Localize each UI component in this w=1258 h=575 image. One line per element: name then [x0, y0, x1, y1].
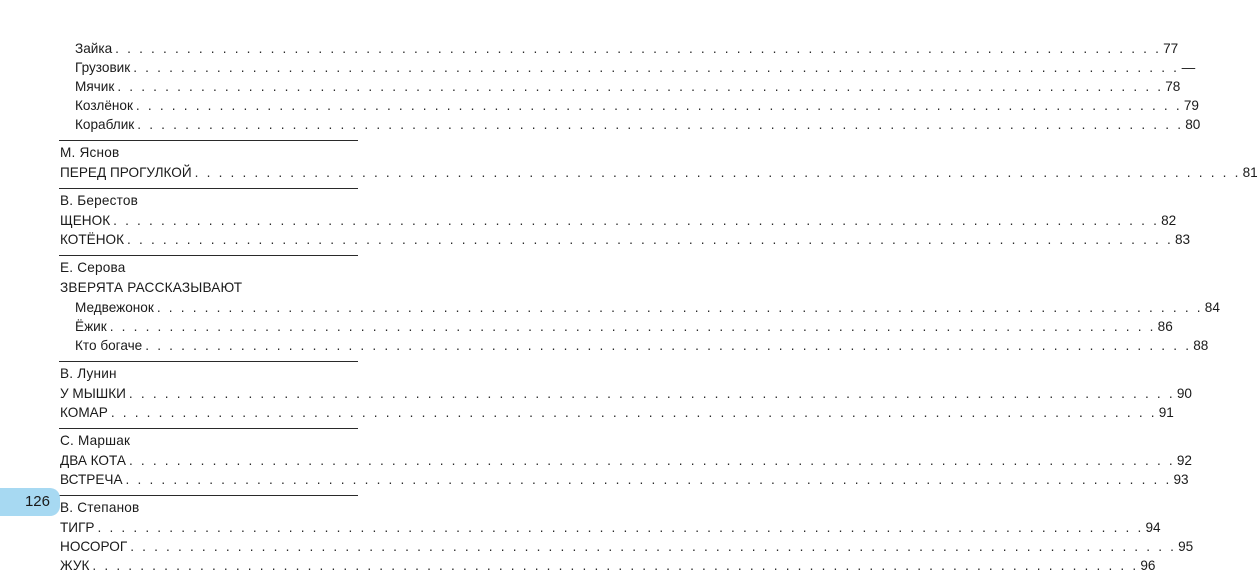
page-number: 126	[24, 493, 50, 510]
page-number-tab	[0, 488, 60, 516]
entry-page: 77	[1163, 41, 1179, 56]
toc-group	[59, 0, 1201, 134]
toc-entry	[59, 317, 1173, 336]
author-name: М. Яснов	[60, 145, 120, 160]
toc-entry	[59, 230, 1191, 249]
dot-leader: . . . . . . . . . . . . . . . . . . . . . . . . . . . . . . . . . . . . . . . . . . . . . . . . . . . . . . . . . . . . . . . . . . . . . . . . . . . . . . . . . . . . . . . .	[97, 520, 1144, 535]
entry-page: 82	[1161, 213, 1177, 228]
toc-group	[59, 140, 1258, 182]
section-heading: ЗВЕРЯТА РАССКАЗЫВАЮТ	[60, 280, 243, 295]
dot-leader: . . . . . . . . . . . . . . . . . . . . . . . . . . . . . . . . . . . . . . . . . . . . . . . . . . . . . . . . . . . . . . . . . . . . . . . . . . . . . . . . . . . . . . . .	[137, 117, 1184, 132]
author-name: В. Степанов	[60, 500, 140, 515]
dot-leader: . . . . . . . . . . . . . . . . . . . . . . . . . . . . . . . . . . . . . . . . . . . . . . . . . . . . . . . . . . . . . . . . . . . . . . . . . . . . . . . . . . . . . . . .	[133, 60, 1180, 75]
dot-leader: . . . . . . . . . . . . . . . . . . . . . . . . . . . . . . . . . . . . . . . . . . . . . . . . . . . . . . . . . . . . . . . . . . . . . . . . . . . . . . . . . . . . . . . .	[92, 558, 1139, 573]
dot-leader: . . . . . . . . . . . . . . . . . . . . . . . . . . . . . . . . . . . . . . . . . . . . . . . . . . . . . . . . . . . . . . . . . . . . . . . . . . . . . . . . . . . . . . . .	[109, 319, 1156, 334]
entry-page: 95	[1178, 539, 1194, 554]
author-name: Е. Серова	[60, 260, 126, 275]
toc-entry	[59, 537, 1194, 556]
table-of-contents	[59, 0, 1258, 575]
dot-leader: . . . . . . . . . . . . . . . . . . . . . . . . . . . . . . . . . . . . . . . . . . . . . . . . . . . . . . . . . . . . . . . . . . . . . . . . . . . . . . . . . . . . . . . .	[115, 41, 1162, 56]
toc-entry	[59, 163, 1258, 182]
toc-group	[59, 428, 1192, 489]
toc-entry	[59, 384, 1192, 403]
dot-leader: . . . . . . . . . . . . . . . . . . . . . . . . . . . . . . . . . . . . . . . . . . . . . . . . . . . . . . . . . . . . . . . . . . . . . . . . . . . . . . . . . . . . . . . .	[127, 232, 1173, 247]
entry-page: 79	[1183, 98, 1199, 113]
dot-leader: . . . . . . . . . . . . . . . . . . . . . . . . . . . . . . . . . . . . . . . . . . . . . . . . . . . . . . . . . . . . . . . . . . . . . . . . . . . . . . . . . . . . . . . .	[117, 79, 1164, 94]
entry-page: 91	[1158, 405, 1174, 420]
entry-page: 80	[1185, 117, 1201, 132]
entry-page: 81	[1242, 165, 1258, 180]
author-name: С. Маршак	[60, 433, 131, 448]
entry-page: 92	[1176, 453, 1192, 468]
entry-page: 90	[1176, 386, 1192, 401]
entry-page: 83	[1174, 232, 1191, 247]
entry-title: КОТЁНОК	[60, 232, 125, 247]
toc-entry	[59, 518, 1161, 537]
entry-title: У МЫШКИ	[60, 386, 126, 401]
entry-page: 96	[1140, 558, 1156, 573]
entry-title: Зайка	[75, 41, 113, 56]
entry-title: Ёжик	[75, 319, 107, 334]
entry-title: КОМАР	[60, 405, 108, 420]
toc-group	[59, 255, 1220, 355]
toc-entry	[59, 298, 1220, 317]
toc-entry	[59, 77, 1181, 96]
author-name: В. Лунин	[60, 366, 117, 381]
entry-title: ВСТРЕЧА	[60, 472, 123, 487]
entry-title: Кораблик	[75, 117, 135, 132]
dot-leader: . . . . . . . . . . . . . . . . . . . . . . . . . . . . . . . . . . . . . . . . . . . . . . . . . . . . . . . . . . . . . . . . . . . . . . . . . . . . . . . . . . . . . . . .	[145, 338, 1192, 353]
entry-page: 78	[1165, 79, 1181, 94]
dot-leader: . . . . . . . . . . . . . . . . . . . . . . . . . . . . . . . . . . . . . . . . . . . . . . . . . . . . . . . . . . . . . . . . . . . . . . . . . . . . . . . . . . . . . . . .	[156, 300, 1203, 315]
dot-leader: . . . . . . . . . . . . . . . . . . . . . . . . . . . . . . . . . . . . . . . . . . . . . . . . . . . . . . . . . . . . . . . . . . . . . . . . . . . . . . . . . . . . . . . .	[113, 213, 1160, 228]
toc-entry	[59, 470, 1189, 489]
dot-leader: . . . . . . . . . . . . . . . . . . . . . . . . . . . . . . . . . . . . . . . . . . . . . . . . . . . . . . . . . . . . . . . . . . . . . . . . . . . . . . . . . . . . . . . .	[130, 539, 1177, 554]
dot-leader: . . . . . . . . . . . . . . . . . . . . . . . . . . . . . . . . . . . . . . . . . . . . . . . . . . . . . . . . . . . . . . . . . . . . . . . . . . . . . . . . . . . . . . . .	[125, 472, 1172, 487]
entry-title: Грузовик	[75, 60, 131, 75]
entry-title: Мячик	[75, 79, 115, 94]
toc-group	[59, 495, 1194, 575]
entry-title: Медвежонок	[75, 300, 154, 315]
entry-title: Кто богаче	[75, 338, 143, 353]
entry-title: НОСОРОГ	[60, 539, 128, 554]
entry-title: ДВА КОТА	[60, 453, 126, 468]
entry-page: 94	[1145, 520, 1161, 535]
entry-title: ЖУК	[60, 558, 90, 573]
toc-entry	[59, 556, 1156, 575]
toc-group	[59, 361, 1192, 422]
entry-title: ТИГР	[60, 520, 95, 535]
entry-page: 84	[1204, 300, 1220, 315]
dot-leader: . . . . . . . . . . . . . . . . . . . . . . . . . . . . . . . . . . . . . . . . . . . . . . . . . . . . . . . . . . . . . . . . . . . . . . . . . . . . . . . . . . . . . . . .	[110, 405, 1157, 420]
entry-title: Козлёнок	[75, 98, 133, 113]
dot-leader: . . . . . . . . . . . . . . . . . . . . . . . . . . . . . . . . . . . . . . . . . . . . . . . . . . . . . . . . . . . . . . . . . . . . . . . . . . . . . . . . . . . . . . . .	[194, 165, 1241, 180]
entry-title: ПЕРЕД ПРОГУЛКОЙ	[60, 165, 192, 180]
toc-entry	[59, 115, 1201, 134]
toc-entry	[59, 403, 1174, 422]
toc-entry	[59, 58, 1196, 77]
toc-entry	[59, 451, 1192, 470]
toc-group	[59, 188, 1191, 249]
dot-leader: . . . . . . . . . . . . . . . . . . . . . . . . . . . . . . . . . . . . . . . . . . . . . . . . . . . . . . . . . . . . . . . . . . . . . . . . . . . . . . . . . . . . . . . .	[135, 98, 1182, 113]
entry-page: 93	[1173, 472, 1189, 487]
entry-title: ЩЕНОК	[60, 213, 111, 228]
entry-page: 86	[1157, 319, 1173, 334]
author-name: В. Берестов	[60, 193, 139, 208]
toc-entry	[59, 336, 1209, 355]
entry-page: 88	[1193, 338, 1209, 353]
dot-leader: . . . . . . . . . . . . . . . . . . . . . . . . . . . . . . . . . . . . . . . . . . . . . . . . . . . . . . . . . . . . . . . . . . . . . . . . . . . . . . . . . . . . . . . .	[128, 453, 1175, 468]
dot-leader: . . . . . . . . . . . . . . . . . . . . . . . . . . . . . . . . . . . . . . . . . . . . . . . . . . . . . . . . . . . . . . . . . . . . . . . . . . . . . . . . . . . . . . . .	[128, 386, 1175, 401]
toc-entry	[59, 211, 1177, 230]
toc-entry	[59, 39, 1179, 58]
toc-entry	[59, 96, 1199, 115]
entry-page: —	[1181, 60, 1196, 75]
